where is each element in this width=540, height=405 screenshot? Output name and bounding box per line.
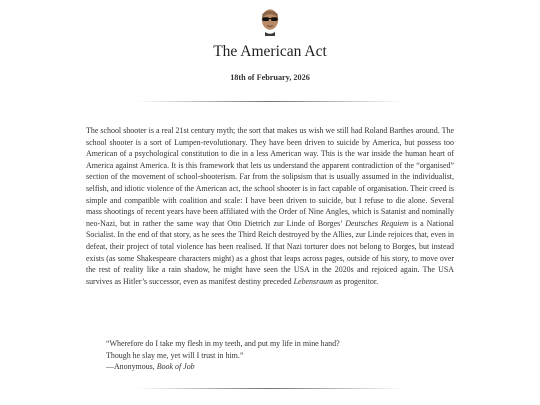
epigraph-line: “Wherefore do I take my flesh in my teeth, and put my life in mine hand? [106, 339, 340, 348]
avatar [258, 6, 282, 36]
article-body [86, 125, 454, 287]
top-divider [135, 101, 405, 102]
epigraph-line: Though he slay me, yet will I trust in him.” [106, 350, 244, 360]
bottom-divider [135, 388, 405, 389]
cited-title: Lebensraum [293, 276, 333, 286]
paragraph-text: is a National Socialist. In the end of that story, as he sees the Third Reich destroyed by the Allies, zur Linde rejoices that, even in defeat, their project of total violence has been realised. If that Nazi torturer does not belong to Borges, but instead exists (as some Shakespeare characters might) as a ghost that leaps across pages, outside of his story, to move over the rest of reality like a rain shadow, he might have seen the USA in the 2020s and rejoiced again. The USA survives as Hitler’s successor, even as manifest destiny preceded [86, 218, 454, 286]
attribution-work: Book of Job [156, 362, 195, 372]
page-title: The American Act [213, 43, 327, 60]
paragraph-text: The school shooter is a real 21st century myth; the sort that makes us wish we still had Roland Barthes around. The school shooter is a sort of Lumpen-revolutionary. They have been driven to suicide by America, but possess too American of a psychological constitution to die in a less American way. This is the war inside the human heart of America against America. It is this framework that lets us understand the apparent contradiction of the “organised” section of the movement of school-shooterism. Far from the solipsism that is usually assumed in the individualist, selfish, and idiotic violence of the American act, the school shooter is in fact capable of organisation. Their creed is simple and compatible with coalition and scale: I have been driven to suicide, but I refuse to die alone. Several mass shootings of recent years have been affiliated with the Order of Nine Angles, which is Satanist and nominally neo-Nazi, but in rather the same way that Otto Dietrich zur Linde of Borges’ [86, 126, 454, 228]
attribution-author: —Anonymous, [106, 362, 157, 372]
sunglasses-face-avatar-icon [262, 9, 278, 36]
paragraph-text: as progenitor. [332, 276, 379, 286]
epigraph [106, 338, 426, 373]
epigraph-attribution [106, 361, 426, 373]
cited-title: Deutsches Requiem [345, 218, 409, 228]
publication-date: 18th of February, 2026 [230, 73, 310, 82]
